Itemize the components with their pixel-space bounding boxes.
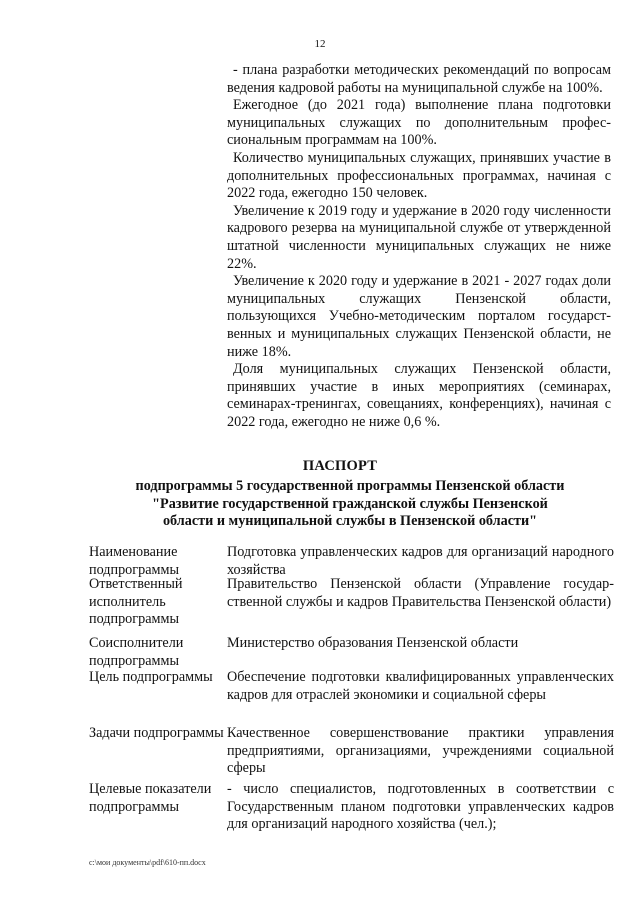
indicator-paragraph: - плана разработки методических рекомендаций по вопросам ведения кадровой работы на муниципальной службе на 100%. [227, 62, 611, 96]
row-value: - число специалистов, подготовленных в соответствии с Государственным планом подготовки управленческих кадров для организаций народного хозяйства (чел.); [227, 781, 614, 832]
row-label: Соисполнители подпрограммы [89, 635, 184, 669]
subtitle-line: области и муниципальной службы в Пензенской области" [162, 513, 538, 529]
indicator-paragraph: Увеличение к 2020 году и удержание в 2021 - 2027 годах доли муниципальных служащих Пензенской области, пользующихся Учебно-методическим порталом государственных и муниципальных служащих Пензенской области, не ниже 18%. [227, 273, 611, 360]
passport-table [89, 544, 614, 841]
row-label: Наименование подпрограммы [89, 544, 179, 578]
passport-row [89, 544, 614, 576]
subtitle-line: "Развитие государственной гражданской службы Пензенской [152, 495, 548, 512]
page-number: 12 [314, 38, 326, 50]
row-value: Министерство образования Пензенской области [227, 635, 519, 651]
indicator-paragraph: Увеличение к 2019 году и удержание в 2020 году численности кадрового резерва на муниципальной службе от утвержденной штатной численности муниципальных служащих не ниже 22%. [227, 202, 611, 272]
indicator-paragraph: Ежегодное (до 2021 года) выполнение плана подготовки муниципальных служащих по дополнительным профессиональным программам на 100%. [227, 97, 611, 149]
row-label: Ответственный исполнитель подпрограммы [89, 576, 183, 627]
row-value: Правительство Пензенской области (Управление государственной службы и кадров Правительства Пензенской области) [227, 576, 614, 610]
row-value: Обеспечение подготовки квалифицированных управленческих кадров для отраслей экономики и социальной сферы [227, 669, 614, 703]
row-label: Цель подпрограммы [89, 669, 213, 685]
row-value: Подготовка управленческих кадров для организаций народного хозяйства [227, 544, 614, 578]
file-path-footer: c:\мои документы\pdf\610-пп.docx [89, 858, 206, 867]
indicators-continuation [227, 62, 611, 431]
indicator-paragraph: Доля муниципальных служащих Пензенской области, принявших участие в иных мероприятиях (семинарах, семинарах-тренингах, совещаниях, конференциях), начиная с 2022 года, ежегодно не ниже 0,6 %. [227, 361, 611, 430]
row-label: Целевые показатели подпрограммы [89, 781, 212, 815]
passport-row [89, 725, 614, 781]
passport-row [89, 635, 614, 669]
subtitle-line: подпрограммы 5 государственной программы Пензенской области [135, 478, 565, 494]
indicator-paragraph: Количество муниципальных служащих, принявших участие в дополнительных профессиональных программах, начиная с 2022 года, ежегодно 150 человек. [227, 149, 611, 202]
passport-row [89, 669, 614, 725]
row-value: Качественное совершенствование практики управления предприятиями, организациями, учреждениями социальной сферы [227, 725, 614, 776]
passport-subtitle [60, 478, 640, 531]
passport-row [89, 781, 614, 841]
passport-row [89, 576, 614, 635]
row-label: Задачи подпрограммы [89, 725, 224, 741]
passport-title: ПАСПОРТ [302, 458, 378, 474]
